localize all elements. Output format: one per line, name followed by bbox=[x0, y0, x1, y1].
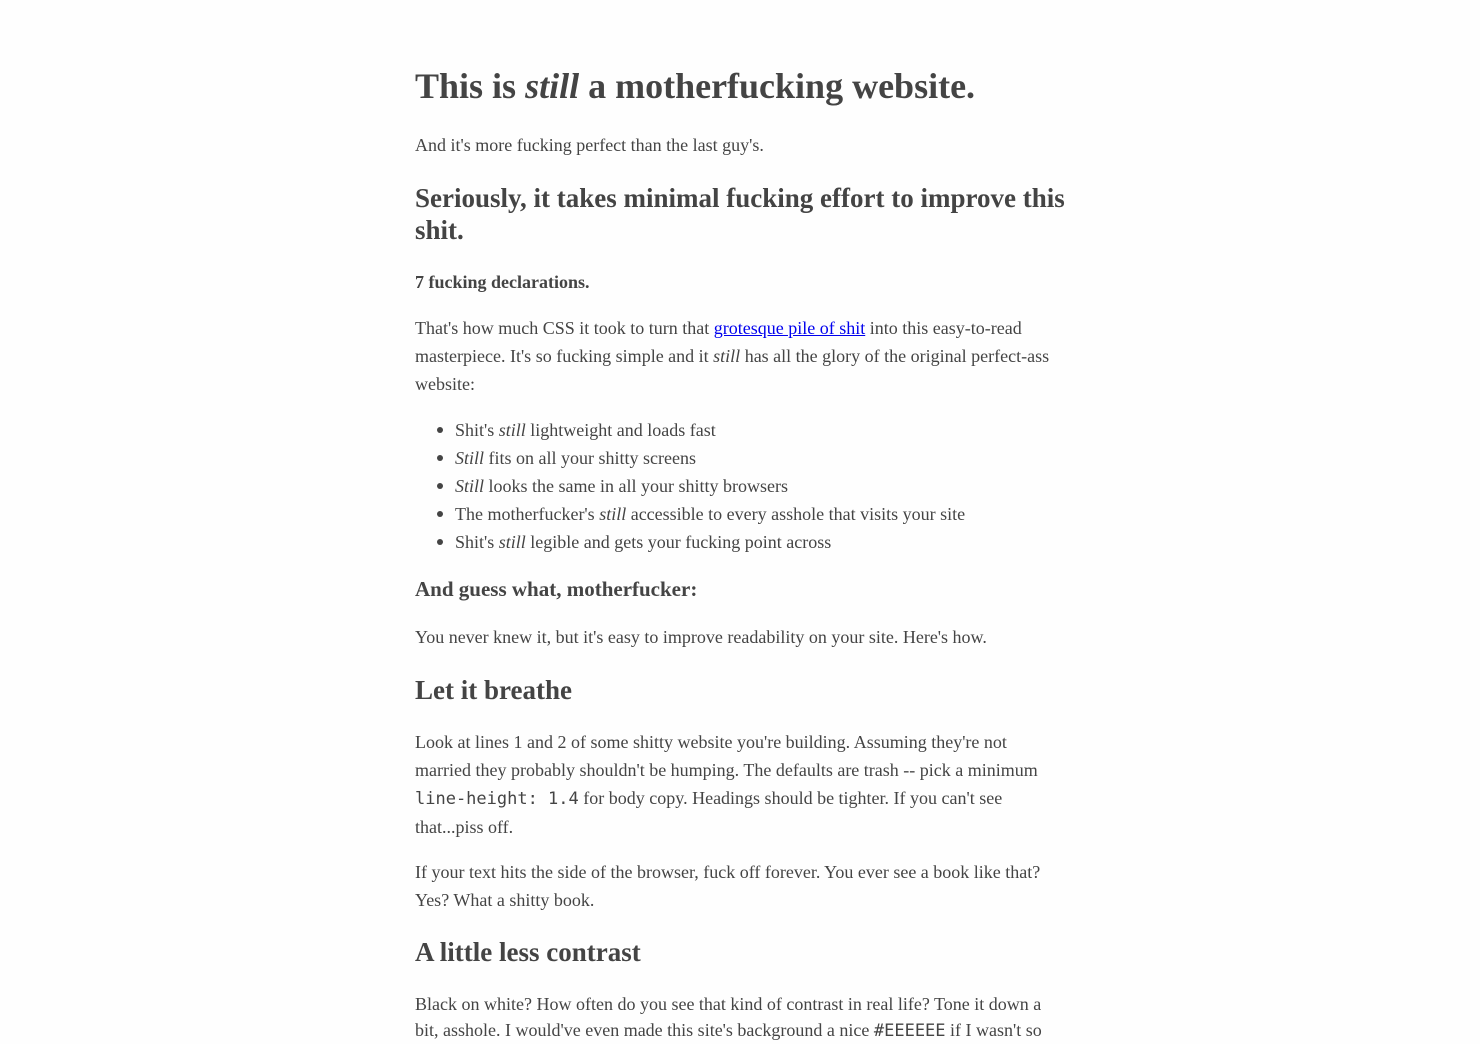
readability-paragraph: You never knew it, but it's easy to improve readability on your site. Here's how. bbox=[415, 627, 987, 647]
page-title-pre: This is bbox=[415, 66, 526, 106]
list-item-emphasis: still bbox=[599, 504, 627, 524]
css-paragraph-pre: That's how much CSS it took to turn that bbox=[415, 318, 714, 338]
list-item-post: accessible to every asshole that visits your site bbox=[626, 504, 966, 524]
css-paragraph bbox=[415, 314, 1065, 398]
list-item-emphasis: Still bbox=[455, 448, 485, 468]
list-item-emphasis: still bbox=[498, 532, 526, 552]
list-item-post: looks the same in all your shitty browsers bbox=[484, 476, 788, 496]
list-item-emphasis: still bbox=[498, 420, 526, 440]
bullet-icon bbox=[437, 483, 443, 489]
css-paragraph-mid: into this easy-to-read masterpiece. It's so fucking simple and it bbox=[415, 318, 1022, 366]
list-item bbox=[455, 444, 1065, 472]
list-item-post: fits on all your shitty screens bbox=[484, 448, 696, 468]
bullet-icon bbox=[437, 427, 443, 433]
page-title-emphasis: still bbox=[525, 66, 580, 106]
section-heading-guess: And guess what, motherfucker: bbox=[415, 577, 698, 601]
line-height-paragraph-post: for body copy. Headings should be tighter. If you can't see that...piss off. bbox=[415, 788, 1003, 837]
bullet-icon bbox=[437, 455, 443, 461]
line-height-paragraph-pre: Look at lines 1 and 2 of some shitty website you're building. Assuming they're not married they probably shouldn't be humping. The defaults are trash -- pick a minimum bbox=[415, 732, 1038, 780]
section-heading-breathe: Let it breathe bbox=[415, 675, 572, 705]
css-paragraph-post: has all the glory of the original perfect-ass website: bbox=[415, 346, 1050, 394]
background-color-code: #EEEEEE bbox=[873, 1021, 946, 1041]
features-list bbox=[415, 416, 1065, 556]
bullet-icon bbox=[437, 511, 443, 517]
line-height-paragraph bbox=[415, 728, 1065, 841]
list-item-emphasis: Still bbox=[455, 476, 485, 496]
list-item bbox=[455, 528, 1065, 556]
list-item bbox=[455, 500, 1065, 528]
page-title bbox=[415, 66, 975, 106]
bullet-icon bbox=[437, 539, 443, 545]
list-item bbox=[455, 416, 1065, 444]
contrast-paragraph bbox=[415, 991, 1065, 1044]
line-height-code: line-height: 1.4 bbox=[415, 789, 579, 809]
list-item-post: lightweight and loads fast bbox=[525, 420, 716, 440]
grotesque-link[interactable]: grotesque pile of shit bbox=[713, 318, 866, 338]
css-paragraph-emphasis: still bbox=[713, 346, 741, 366]
contrast-paragraph-post: if I wasn't so bbox=[945, 1020, 1042, 1040]
section-heading-contrast: A little less contrast bbox=[415, 937, 641, 967]
section-heading-effort: Seriously, it takes minimal fucking effort to improve this shit. bbox=[415, 183, 1065, 245]
list-item-pre: Shit's bbox=[455, 420, 499, 440]
page-title-post: a motherfucking website. bbox=[579, 66, 976, 106]
list-item bbox=[455, 472, 1065, 500]
list-item-pre: The motherfucker's bbox=[455, 504, 600, 524]
contrast-paragraph-pre: Black on white? How often do you see that kind of contrast in real life? Tone it down a bit, asshole. I would've even made this site's background a nice bbox=[415, 994, 1042, 1040]
intro-paragraph: And it's more fucking perfect than the last guy's. bbox=[415, 135, 764, 155]
list-item-post: legible and gets your fucking point across bbox=[525, 532, 832, 552]
book-paragraph: If your text hits the side of the browser, fuck off forever. You ever see a book like that? Yes? What a shitty book. bbox=[415, 862, 1041, 910]
subheading-declarations: 7 fucking declarations. bbox=[415, 272, 590, 292]
list-item-pre: Shit's bbox=[455, 532, 499, 552]
